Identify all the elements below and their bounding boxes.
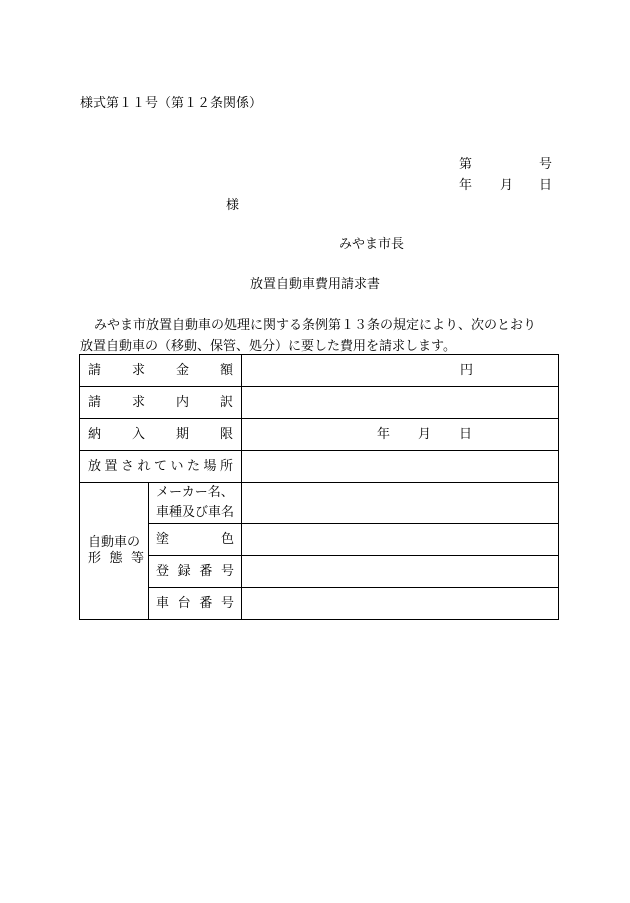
table-row-deadline: [80, 419, 559, 451]
location-value-cell[interactable]: [242, 451, 559, 483]
deadline-year: 年: [377, 426, 391, 442]
chassis-value-cell[interactable]: [242, 588, 559, 620]
document-number-suffix: 号: [539, 157, 553, 172]
color-label: 塗色: [149, 524, 242, 556]
deadline-label: 納入期限: [80, 419, 242, 451]
vehicle-group-label: [80, 483, 149, 620]
breakdown-value-cell[interactable]: [242, 387, 559, 419]
form-number-label: 様式第１１号（第１２条関係）: [80, 96, 263, 111]
breakdown-label: 請求内訳: [80, 387, 242, 419]
maker-label: [149, 483, 242, 524]
issue-date-year: 年: [459, 178, 473, 193]
issuer-name: みやま市長: [339, 237, 405, 252]
table-row-color: [80, 524, 559, 556]
deadline-day: 日: [459, 426, 473, 442]
table-row-maker: [80, 483, 559, 524]
addressee-suffix: 様: [226, 198, 240, 213]
document-number-label: 第: [459, 157, 473, 172]
table-row-amount: [80, 355, 559, 387]
color-value-cell[interactable]: [242, 524, 559, 556]
location-label: 放置されていた場所: [80, 451, 242, 483]
amount-value-cell[interactable]: [242, 355, 559, 387]
amount-unit: 円: [460, 362, 474, 378]
maker-label-line-1: メーカー名、: [156, 485, 234, 500]
maker-label-line-2: 車種及び車名: [156, 505, 235, 520]
table-row-location: [80, 451, 559, 483]
document-title: 放置自動車費用請求書: [249, 277, 380, 292]
table-row-registration: [80, 556, 559, 588]
maker-value-cell[interactable]: [242, 483, 559, 524]
body-text-line-2: 放置自動車の（移動、保管、処分）に要した費用を請求します。: [80, 339, 456, 354]
amount-label: 請求金額: [80, 355, 242, 387]
body-text-line-1: みやま市放置自動車の処理に関する条例第１３条の規定により、次のとおり: [94, 318, 537, 333]
issue-date-day: 日: [539, 178, 553, 193]
table-row-chassis: [80, 588, 559, 620]
registration-label: 登録番号: [149, 556, 242, 588]
issue-date-month: 月: [500, 178, 514, 193]
registration-value-cell[interactable]: [242, 556, 559, 588]
chassis-label: 車台番号: [149, 588, 242, 620]
vehicle-group-line-1: 自動車の: [88, 535, 141, 550]
claim-table: [79, 354, 559, 620]
table-row-breakdown: [80, 387, 559, 419]
deadline-month: 月: [418, 426, 432, 442]
vehicle-group-line-2: 形態等: [88, 551, 144, 566]
deadline-value-cell[interactable]: [242, 419, 559, 451]
